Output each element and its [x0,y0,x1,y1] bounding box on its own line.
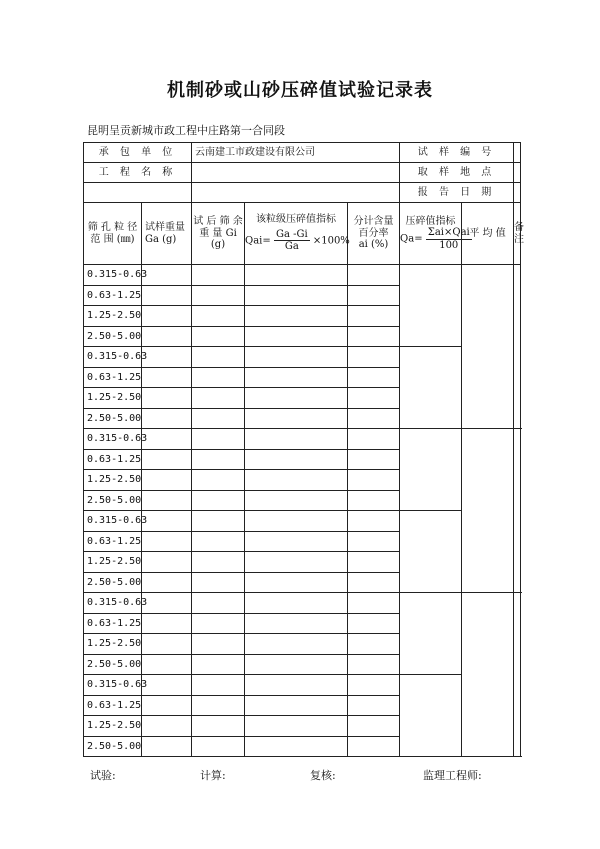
remarks-cell[interactable] [514,429,521,593]
sieve-range-cell: 0.315-0.63 [84,429,142,450]
qa-cell[interactable] [400,593,462,675]
sample-weight-cell[interactable] [142,429,192,450]
fraction-cell[interactable] [348,736,400,757]
project-name-value[interactable] [192,163,400,183]
fraction-cell[interactable] [348,388,400,409]
fraction-sub: ai (%) [358,239,389,251]
report-date-value[interactable] [514,183,521,203]
crush-index-title: 该粒级压碎值指标 [256,214,337,226]
qai-cell[interactable] [245,306,348,327]
qai-cell[interactable] [245,572,348,593]
sample-weight-cell[interactable] [142,265,192,286]
qai-cell[interactable] [245,552,348,573]
sample-weight-cell[interactable] [142,285,192,306]
sieve-range-cell: 0.63-1.25 [84,285,142,306]
header-average: 平 均 值 [462,203,514,265]
residue-cell[interactable] [192,449,245,470]
crush-value-title: 压碎值指标 [405,215,456,227]
qa-cell[interactable] [400,511,462,593]
fraction-cell[interactable] [348,470,400,491]
residue-cell[interactable] [192,613,245,634]
qai-cell[interactable] [245,654,348,675]
residue-cell[interactable] [192,306,245,327]
sieve-range-cell: 0.315-0.63 [84,347,142,368]
sieve-range-cell: 2.50-5.00 [84,408,142,429]
blank-value [192,183,400,203]
sieve-range-cell: 1.25-2.50 [84,716,142,737]
sample-weight-cell[interactable] [142,511,192,532]
qa-denominator: 100 [439,239,459,251]
residue-cell[interactable] [192,593,245,614]
report-date-label: 报 告 日 期 [400,183,514,203]
header-sieve: 筛 孔 粒 径 范 围 (㎜) [84,203,142,265]
header-remarks: 备 注 [514,203,521,265]
qai-cell[interactable] [245,613,348,634]
qa-fraction [426,227,472,251]
residue-cell[interactable] [192,347,245,368]
qai-denominator: Ga [284,241,299,253]
qai-cell[interactable] [245,675,348,696]
header-residue: 试 后 筛 余 重 量 Gi (g) [192,203,245,265]
residue-cell[interactable] [192,552,245,573]
qa-left: Qa= [400,233,423,245]
table-row [84,429,521,450]
sample-weight-cell[interactable] [142,449,192,470]
fraction-title: 分计含量 百分率 [353,216,394,239]
info-row-project [84,163,521,183]
table-row [84,347,521,368]
sample-weight-cell[interactable] [142,736,192,757]
residue-cell[interactable] [192,716,245,737]
sample-weight-cell[interactable] [142,675,192,696]
blank-label [84,183,192,203]
qai-cell[interactable] [245,716,348,737]
sample-weight-cell[interactable] [142,490,192,511]
qa-cell[interactable] [400,265,462,347]
residue-cell[interactable] [192,736,245,757]
sample-weight-cell[interactable] [142,388,192,409]
sieve-range-cell: 0.315-0.63 [84,675,142,696]
header-row [84,203,521,265]
qai-cell[interactable] [245,449,348,470]
sample-weight-cell[interactable] [142,408,192,429]
sample-no-value[interactable] [514,143,521,163]
sieve-range-cell: 1.25-2.50 [84,552,142,573]
qai-cell[interactable] [245,695,348,716]
qai-cell[interactable] [245,634,348,655]
fraction-cell[interactable] [348,306,400,327]
fraction-cell[interactable] [348,326,400,347]
record-table [83,142,525,757]
fraction-cell[interactable] [348,654,400,675]
info-row-report [84,183,521,203]
average-cell[interactable] [462,265,514,429]
header-crush-value [400,203,470,265]
fraction-cell[interactable] [348,531,400,552]
sieve-range-cell: 2.50-5.00 [84,326,142,347]
info-row-contractor [84,143,521,163]
qai-cell[interactable] [245,593,348,614]
fraction-cell[interactable] [348,552,400,573]
sample-weight-cell[interactable] [142,367,192,388]
residue-cell[interactable] [192,654,245,675]
header-crush-index [245,203,348,265]
residue-cell[interactable] [192,429,245,450]
sieve-range-cell: 2.50-5.00 [84,572,142,593]
qai-cell[interactable] [245,367,348,388]
fraction-cell[interactable] [348,408,400,429]
fraction-cell[interactable] [348,511,400,532]
sample-weight-cell[interactable] [142,470,192,491]
qai-cell[interactable] [245,429,348,450]
fraction-cell[interactable] [348,265,400,286]
sieve-range-cell: 2.50-5.00 [84,490,142,511]
qai-cell[interactable] [245,408,348,429]
fraction-cell[interactable] [348,285,400,306]
fraction-cell[interactable] [348,716,400,737]
table-row [84,593,521,614]
footer-review: 复核: [310,769,336,782]
table-row [84,265,521,286]
sieve-range-cell: 0.63-1.25 [84,449,142,470]
average-cell[interactable] [462,593,514,757]
qai-numerator: Ga -Gi [275,228,308,240]
sieve-range-cell: 0.63-1.25 [84,613,142,634]
qai-cell[interactable] [245,470,348,491]
footer-supervisor: 监理工程师: [423,769,482,782]
fraction-cell[interactable] [348,695,400,716]
table-row [84,511,521,532]
residue-cell[interactable] [192,265,245,286]
sample-weight-cell[interactable] [142,326,192,347]
sample-weight-cell[interactable] [142,347,192,368]
residue-cell[interactable] [192,511,245,532]
residue-cell[interactable] [192,408,245,429]
sieve-range-cell: 1.25-2.50 [84,470,142,491]
sieve-range-cell: 1.25-2.50 [84,634,142,655]
fraction-cell[interactable] [348,613,400,634]
project-name: 昆明呈贡新城市政工程中庄路第一合同段 [87,124,285,137]
project-name-label: 工 程 名 称 [84,163,192,183]
sample-weight-cell[interactable] [142,531,192,552]
qai-cell[interactable] [245,736,348,757]
sampling-site-label: 取 样 地 点 [400,163,514,183]
qai-cell[interactable] [245,285,348,306]
qai-right: ×100% [312,235,350,247]
fraction-cell[interactable] [348,572,400,593]
sample-weight-cell[interactable] [142,552,192,573]
qai-cell[interactable] [245,511,348,532]
header-sample-weight: 试样重量 Ga (g) [142,203,192,265]
residue-cell[interactable] [192,531,245,552]
sieve-range-cell: 2.50-5.00 [84,654,142,675]
sample-weight-cell[interactable] [142,634,192,655]
qai-fraction [274,229,310,253]
residue-cell[interactable] [192,470,245,491]
qai-cell[interactable] [245,490,348,511]
sieve-range-cell: 0.63-1.25 [84,695,142,716]
residue-cell[interactable] [192,326,245,347]
sample-weight-cell[interactable] [142,654,192,675]
footer-test: 试验: [90,769,116,782]
fraction-cell[interactable] [348,449,400,470]
qa-cell[interactable] [400,429,462,511]
residue-cell[interactable] [192,675,245,696]
table-row [84,675,521,696]
qai-cell[interactable] [245,265,348,286]
qai-cell[interactable] [245,531,348,552]
sample-weight-cell[interactable] [142,716,192,737]
sieve-range-cell: 2.50-5.00 [84,736,142,757]
residue-cell[interactable] [192,367,245,388]
qa-cell[interactable] [400,347,462,429]
residue-cell[interactable] [192,285,245,306]
footer-calc: 计算: [200,769,226,782]
sample-weight-cell[interactable] [142,593,192,614]
sample-no-label: 试 样 编 号 [400,143,514,163]
residue-cell[interactable] [192,490,245,511]
fraction-cell[interactable] [348,593,400,614]
contractor-value[interactable]: 云南建工市政建设有限公司 [192,143,400,163]
qa-numerator: Σai×Qai [427,227,470,239]
page-title: 机制砂或山砂压碎值试验记录表 [167,80,433,101]
residue-cell[interactable] [192,572,245,593]
contractor-label: 承 包 单 位 [84,143,192,163]
residue-cell[interactable] [192,695,245,716]
average-cell[interactable] [462,429,514,593]
sample-weight-cell[interactable] [142,572,192,593]
sieve-range-cell: 1.25-2.50 [84,306,142,327]
sieve-range-cell: 0.63-1.25 [84,367,142,388]
header-fraction [348,203,400,265]
sieve-range-cell: 0.315-0.63 [84,511,142,532]
residue-cell[interactable] [192,634,245,655]
fraction-cell[interactable] [348,429,400,450]
remarks-cell[interactable] [514,593,521,757]
fraction-cell[interactable] [348,347,400,368]
sample-weight-cell[interactable] [142,306,192,327]
fraction-cell[interactable] [348,675,400,696]
qai-cell[interactable] [245,326,348,347]
fraction-cell[interactable] [348,367,400,388]
sampling-site-value[interactable] [514,163,521,183]
sample-weight-cell[interactable] [142,695,192,716]
fraction-cell[interactable] [348,490,400,511]
remarks-cell[interactable] [514,265,521,429]
sieve-range-cell: 1.25-2.50 [84,388,142,409]
residue-cell[interactable] [192,388,245,409]
fraction-cell[interactable] [348,634,400,655]
sieve-range-cell: 0.315-0.63 [84,593,142,614]
sieve-range-cell: 0.63-1.25 [84,531,142,552]
sieve-range-cell: 0.315-0.63 [84,265,142,286]
qa-cell[interactable] [400,675,462,757]
qai-cell[interactable] [245,388,348,409]
sample-weight-cell[interactable] [142,613,192,634]
qai-cell[interactable] [245,347,348,368]
qai-left: Qai= [245,235,271,247]
